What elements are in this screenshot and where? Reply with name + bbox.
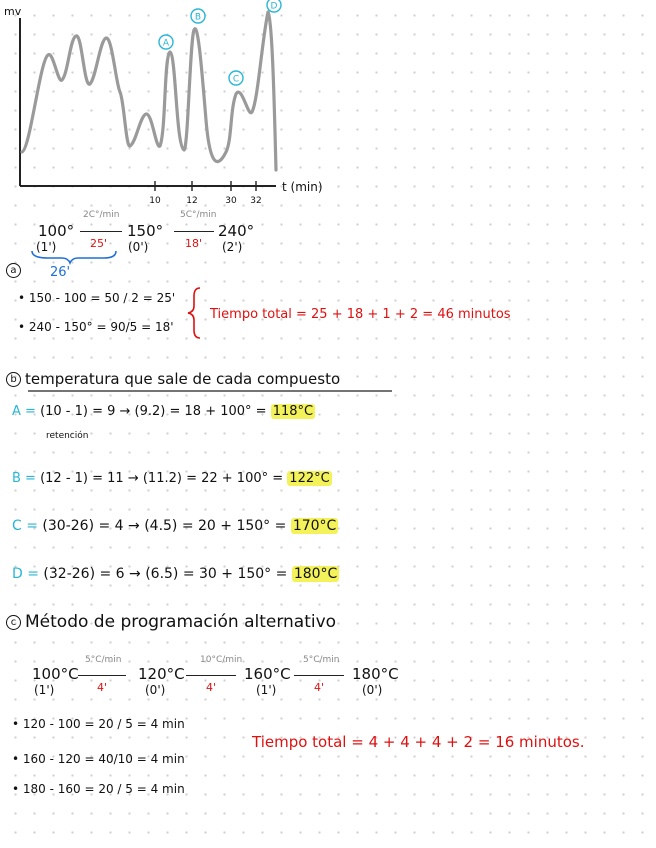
section-a-label: a: [6, 263, 21, 278]
compound-c-row: [12, 519, 338, 533]
program2-arrow1: [78, 675, 126, 676]
peak-label: B: [194, 12, 202, 23]
program2-duration3: 4': [314, 681, 325, 694]
program2-rate2: 10°C/min: [200, 655, 243, 665]
section-c-title: Método de programación alternativo: [25, 612, 337, 632]
section-c-total: [252, 735, 584, 750]
compound-a-expression: (10 - 1) = 9 → (9.2) = 18 + 100° =: [40, 404, 267, 419]
compound-d-row: [12, 567, 339, 581]
program2-hold1: (1'): [34, 683, 55, 697]
program2-rate1: 5°C/min: [85, 655, 122, 665]
x-tick-label: 10: [149, 196, 161, 206]
program2-temp4: 180°C: [352, 665, 399, 683]
section-c-label: c: [6, 615, 21, 630]
x-axis-label: t (min): [282, 180, 323, 194]
compound-d-prefix: D =: [12, 566, 39, 582]
program2-rate3: 5°C/min: [303, 655, 340, 665]
compound-b-expression: (12 - 1) = 11 → (11.2) = 22 + 100° =: [40, 471, 284, 486]
compound-d-expression: (32-26) = 6 → (6.5) = 30 + 150° =: [43, 566, 288, 582]
program2-arrow3: [294, 675, 344, 676]
peak-label: D: [270, 1, 278, 12]
x-tick-label: 32: [250, 196, 262, 206]
compound-c-result: 170°C: [292, 518, 337, 534]
compound-a-row: [12, 405, 315, 418]
peak-label: C: [232, 74, 240, 85]
program2-hold3: (1'): [256, 683, 277, 697]
section-c-total-value: 16 minutos.: [495, 733, 585, 751]
section-a-line1: • 150 - 100 = 50 / 2 = 25': [18, 291, 176, 305]
program1-hold3: (2'): [222, 240, 243, 254]
program2-hold2: (0'): [145, 683, 166, 697]
x-tick-label: 30: [225, 196, 237, 206]
section-c-line2: • 160 - 120 = 40/10 = 4 min: [12, 752, 185, 766]
program2-duration2: 4': [206, 681, 217, 694]
section-a-line2: • 240 - 150° = 90/5 = 18': [18, 320, 174, 334]
program1-rate1: 2C°/min: [83, 210, 120, 220]
program1-time1: 25': [90, 237, 108, 250]
program1-temp2: 150°: [127, 222, 164, 240]
program1-brace-total: 26': [50, 265, 71, 280]
compound-a-result: 118°C: [272, 404, 314, 419]
program1-hold1: (1'): [36, 240, 57, 254]
program1-temp1: 100°: [38, 222, 75, 240]
program1-time2: 18': [185, 237, 203, 250]
compound-a-prefix: A =: [12, 404, 36, 419]
program2-hold4: (0'): [362, 683, 383, 697]
section-a-total-text: Tiempo total = 25 + 18 + 1 + 2 =: [210, 307, 434, 322]
program2-temp2: 120°C: [138, 665, 185, 683]
program2-duration1: 4': [97, 681, 108, 694]
program2-temp3: 160°C: [244, 665, 291, 683]
section-c-total-text: Tiempo total = 4 + 4 + 4 + 2 =: [252, 733, 491, 751]
compound-b-row: [12, 472, 332, 485]
peak-label: A: [162, 38, 170, 49]
program1-hold2: (0'): [128, 240, 149, 254]
compound-d-result: 180°C: [293, 566, 338, 582]
y-axis-label: mv: [4, 5, 22, 18]
section-b-title: temperatura que sale de cada compuesto: [25, 370, 341, 388]
section-c-heading: [6, 614, 336, 631]
program1-rate2: 5C°/min: [180, 210, 217, 220]
program2-temp1: 100°C: [32, 665, 79, 683]
section-b-label: b: [6, 372, 21, 387]
compound-b-result: 122°C: [289, 471, 330, 486]
compound-a-note: retención: [46, 431, 89, 441]
section-a-total-value: 46 minutos: [437, 307, 511, 322]
compound-c-expression: (30-26) = 4 → (4.5) = 20 + 150° =: [42, 518, 287, 534]
x-tick-label: 12: [186, 196, 198, 206]
compound-b-prefix: B =: [12, 471, 36, 486]
section-c-line3: • 180 - 160 = 20 / 5 = 4 min: [12, 782, 185, 796]
section-c-line1: • 120 - 100 = 20 / 5 = 4 min: [12, 717, 185, 731]
compound-c-prefix: C =: [12, 518, 38, 534]
program1-temp3: 240°: [218, 222, 255, 240]
program2-arrow2: [186, 675, 236, 676]
